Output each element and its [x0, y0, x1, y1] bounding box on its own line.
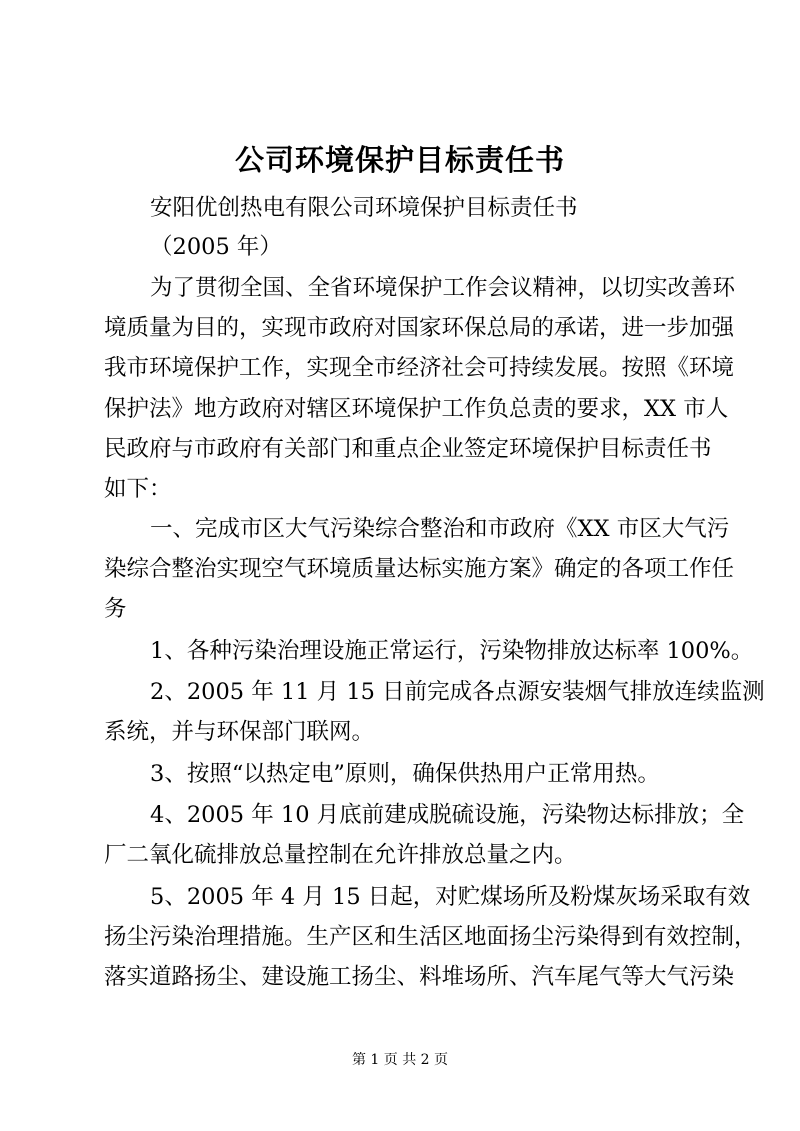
- item5-line-2: 扬尘污染治理措施。生产区和生活区地面扬尘污染得到有效控制，: [104, 924, 757, 950]
- intro-line-2: 境质量为目的，实现市政府对国家环保总局的承诺，进一步加强: [104, 315, 735, 341]
- item5-line-3: 落实道路扬尘、建设施工扬尘、料堆场所、汽车尾气等大气污染: [104, 964, 735, 990]
- year-line: （2005 年）: [150, 234, 282, 260]
- section1-line-1: 一、完成市区大气污染综合整治和市政府《XX 市区大气污: [150, 516, 730, 542]
- item5-line-1: 5、2005 年 4 月 15 日起，对贮煤场所及粉煤灰场采取有效: [150, 884, 751, 910]
- item1-line: 1、各种污染治理设施正常运行，污染物排放达标率 100%。: [150, 638, 754, 664]
- item2-line-2: 系统，并与环保部门联网。: [104, 719, 375, 745]
- item4-line-1: 4、2005 年 10 月底前建成脱硫设施，污染物达标排放；全: [150, 802, 745, 828]
- item4-line-2: 厂二氧化硫排放总量控制在允许排放总量之内。: [104, 842, 577, 868]
- intro-line-3: 我市环境保护工作，实现全市经济社会可持续发展。按照《环境: [104, 355, 735, 381]
- item3-line: 3、按照“以热定电”原则，确保供热用户正常用热。: [150, 761, 660, 787]
- page-number: 第 1 页 共 2 页: [351, 1052, 449, 1068]
- document-title: 公司环境保护目标责任书: [234, 143, 565, 177]
- intro-line-4: 保护法》地方政府对辖区环境保护工作负总责的要求，XX 市人: [104, 396, 729, 422]
- intro-line-6: 如下：: [104, 476, 172, 502]
- section1-line-2: 染综合整治实现空气环境质量达标实施方案》确定的各项工作任: [104, 556, 735, 582]
- subtitle: 安阳优创热电有限公司环境保护目标责任书: [150, 195, 578, 221]
- item2-line-1: 2、2005 年 11 月 15 日前完成各点源安装烟气排放连续监测: [150, 679, 765, 705]
- intro-line-1: 为了贯彻全国、全省环境保护工作会议精神，以切实改善环: [150, 275, 736, 301]
- section1-line-3: 务: [104, 596, 127, 622]
- intro-line-5: 民政府与市政府有关部门和重点企业签定环境保护目标责任书: [104, 436, 712, 462]
